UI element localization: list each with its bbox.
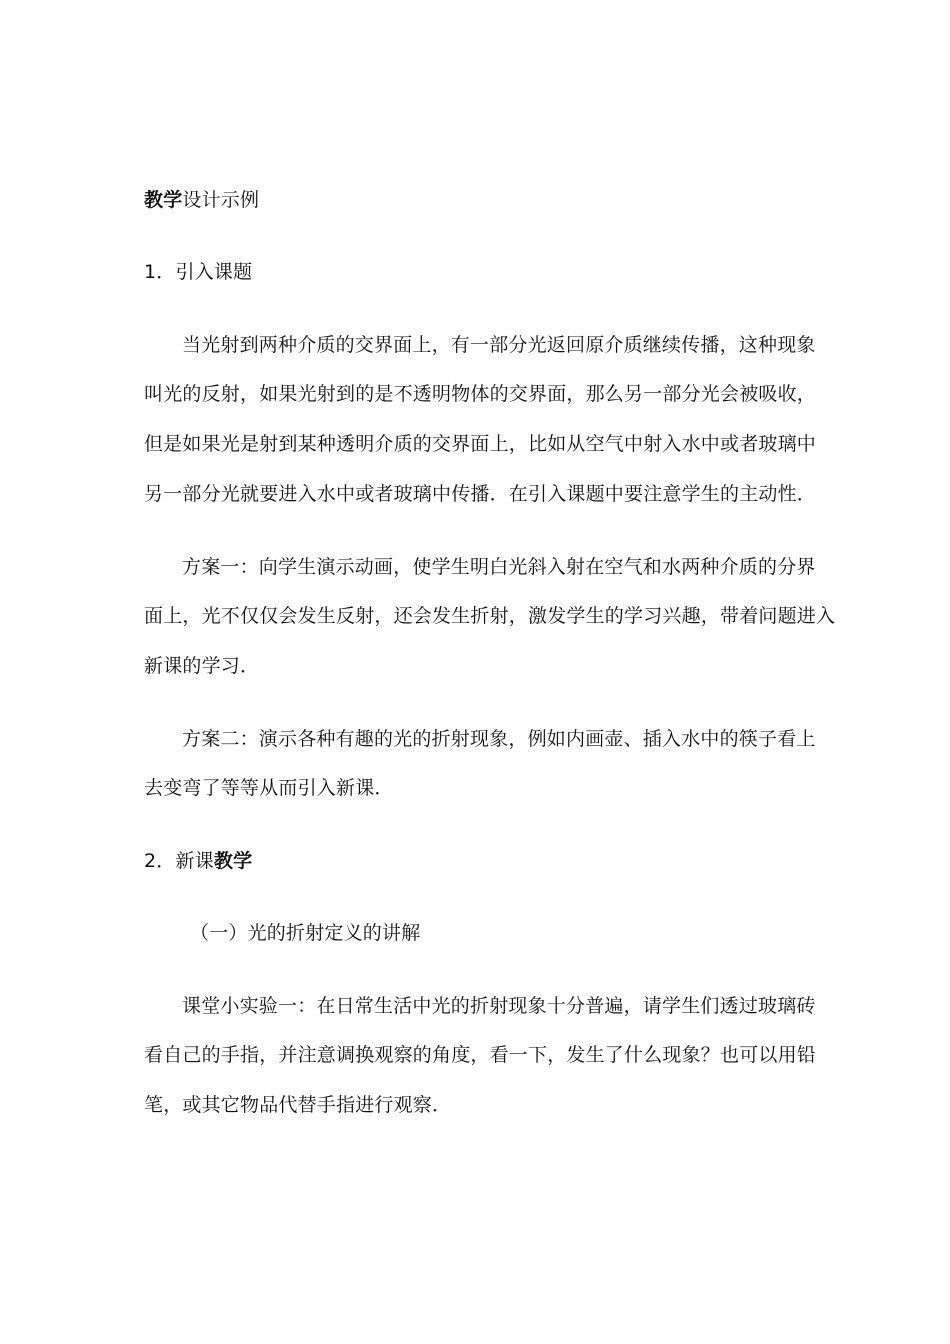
section2-heading-bold: 教学: [213, 850, 253, 872]
title-rest-part: 设计示例: [182, 189, 260, 211]
title-bold-part: 教学: [144, 189, 183, 211]
experiment-line-2: 看自己的手指，并注意调换观察的角度，看一下，发生了什么现象？也可以用铅: [144, 1044, 817, 1066]
plan2-line-2: 去变弯了等等从而引入新课．: [144, 777, 394, 799]
paragraph1-line-1: 当光射到两种介质的交界面上，有一部分光返回原介质继续传播，这种现象: [182, 334, 816, 356]
plan1-line-1: 方案一：向学生演示动画，使学生明白光斜入射在空气和水两种介质的分界: [182, 556, 816, 578]
experiment-line-1: 课堂小实验一：在日常生活中光的折射现象十分普遍，请学生们透过玻璃砖: [182, 995, 816, 1017]
plan1-line-3: 新课的学习．: [144, 655, 260, 677]
paragraph1-line-2: 叫光的反射，如果光射到的是不透明物体的交界面，那么另一部分光会被吸收，: [144, 383, 817, 405]
section1-heading: 1．引入课题: [144, 261, 253, 283]
section2-subheading: （一）光的折射定义的讲解: [190, 922, 421, 944]
section2-heading-plain: 2．新课: [144, 850, 214, 872]
plan1-line-2: 面上，光不仅仅会发生反射，还会发生折射，激发学生的学习兴趣，带着问题进入: [144, 605, 836, 627]
section2-heading: [144, 849, 808, 873]
document-title: [144, 188, 808, 212]
plan2-line-1: 方案二：演示各种有趣的光的折射现象，例如内画壶、插入水中的筷子看上: [182, 728, 816, 750]
paragraph1-line-4: 另一部分光就要进入水中或者玻璃中传播．在引入课题中要注意学生的主动性．: [144, 483, 817, 505]
experiment-line-3: 笔，或其它物品代替手指进行观察．: [144, 1094, 452, 1116]
paragraph1-line-3: 但是如果光是射到某种透明介质的交界面上，比如从空气中射入水中或者玻璃中: [144, 433, 817, 455]
